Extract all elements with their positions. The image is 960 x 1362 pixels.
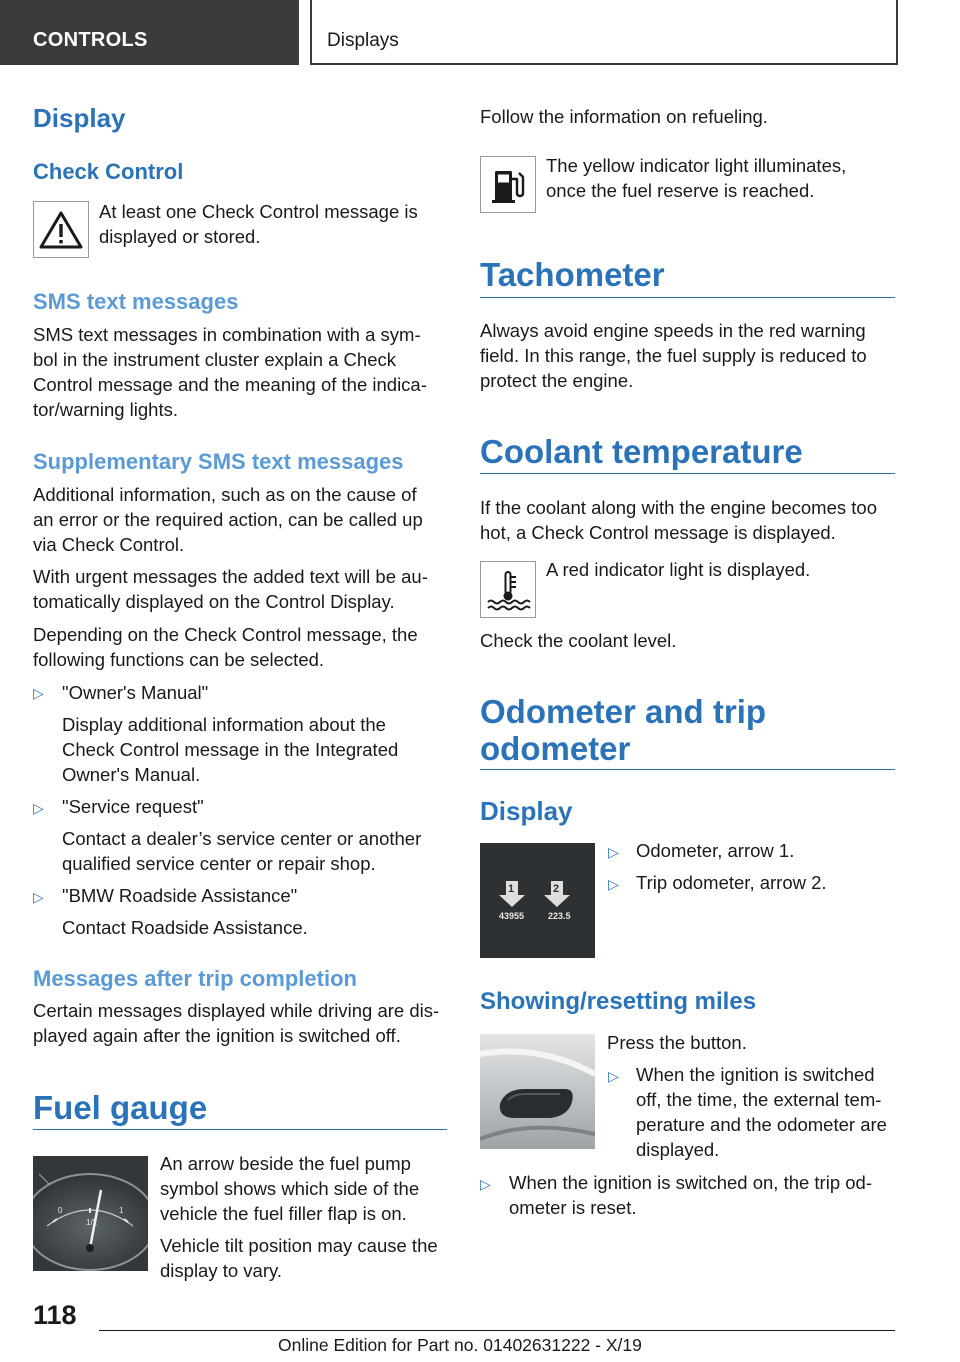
coolant-text: If the coolant along with the engine becomes too hot, a Check Control message is displayed. — [480, 497, 877, 543]
reset-heading: Showing/resetting miles — [480, 988, 757, 1015]
list-item: Trip odometer, arrow 2. — [636, 872, 827, 893]
refueling-text: Follow the information on refueling. — [480, 106, 768, 127]
triangle-bullet-icon: ▷ — [608, 844, 619, 860]
fuel-pump-icon — [480, 156, 536, 213]
section-tab — [0, 0, 299, 65]
coolant-light-text: A red indicator light is displayed. — [546, 559, 811, 580]
fuel-gauge-image — [33, 1156, 148, 1271]
trip-completion-text: Certain messages displayed while driving are dis‐ played again after the ignition is switched off. — [33, 1000, 440, 1046]
gauge-label-half: 1/2 — [86, 1218, 98, 1227]
odometer-heading: Odometer and trip odometer — [480, 693, 767, 767]
list-item: When the ignition is switched on, the trip od‐ ometer is reset. — [509, 1172, 872, 1218]
arrow-1-label: 1 — [508, 883, 515, 895]
trip-completion-heading: Messages after trip completion — [33, 966, 357, 991]
odometer-reading: 43955 — [499, 911, 525, 921]
sms-heading: SMS text messages — [33, 289, 239, 314]
triangle-bullet-icon: ▷ — [33, 889, 44, 905]
check-control-heading: Check Control — [33, 159, 184, 184]
trip-reading: 223.5 — [548, 911, 571, 921]
display-heading: Display — [33, 103, 126, 133]
footer-rule — [99, 1330, 895, 1331]
list-item: "BMW Roadside Assistance" Contact Roadside Assistance. — [62, 885, 308, 938]
triangle-bullet-icon: ▷ — [33, 685, 44, 701]
odometer-image — [480, 843, 595, 958]
list-item: "Owner's Manual" Display additional information about the Check Control message in the Integrated Owner's Manual. — [62, 682, 399, 785]
supplementary-text-3: Depending on the Check Control message, the following functions can be selected. — [33, 624, 418, 670]
press-button-text: Press the button. — [607, 1032, 747, 1053]
fuel-gauge-heading: Fuel gauge — [33, 1089, 208, 1126]
sms-text: SMS text messages in combination with a sym‐ bol in the instrument cluster explain a Check Control message and the meaning of the indica‐ tor/warning lights. — [33, 324, 427, 420]
page-number: 118 — [33, 1300, 77, 1330]
coolant-heading: Coolant temperature — [480, 433, 803, 470]
reset-button-image — [480, 1034, 595, 1149]
triangle-bullet-icon: ▷ — [608, 1068, 619, 1084]
chapter-title: Displays — [327, 30, 399, 51]
list-item: "Service request" Contact a dealer’s service center or another qualified service center or repair shop. — [62, 796, 422, 874]
footer-edition: Online Edition for Part no. 01402631222 - X/19 — [278, 1335, 642, 1355]
gauge-label-empty: 0 — [58, 1206, 63, 1215]
list-item: When the ignition is switched off, the time, the external tem‐ perature and the odometer are displayed. — [636, 1064, 887, 1160]
tachometer-text: Always avoid engine speeds in the red warning field. In this range, the fuel supply is reduced to protect the engine. — [480, 320, 867, 391]
supplementary-heading: Supplementary SMS text messages — [33, 449, 404, 474]
heading-rule — [480, 297, 895, 298]
supplementary-text-2: With urgent messages the added text will be au‐ tomatically displayed on the Control Display. — [33, 566, 428, 612]
fuel-gauge-text-1: An arrow beside the fuel pump symbol shows which side of the vehicle the fuel filler flap is on. — [160, 1153, 420, 1224]
triangle-bullet-icon: ▷ — [608, 876, 619, 892]
section-title: CONTROLS — [33, 29, 148, 51]
check-control-text: At least one Check Control message is displayed or stored. — [99, 201, 418, 247]
fuel-light-text: The yellow indicator light illuminates, once the fuel reserve is reached. — [546, 155, 847, 201]
heading-rule — [480, 473, 895, 474]
tachometer-heading: Tachometer — [480, 256, 665, 293]
arrow-2-label: 2 — [553, 883, 560, 895]
list-item: Odometer, arrow 1. — [636, 840, 795, 861]
supplementary-text-1: Additional information, such as on the cause of an error or the required action, can be called up via Check Control. — [33, 484, 423, 555]
warning-triangle-icon — [33, 201, 89, 258]
coolant-temperature-icon — [480, 561, 536, 618]
heading-rule — [33, 1129, 447, 1130]
heading-rule — [480, 769, 895, 770]
triangle-bullet-icon: ▷ — [480, 1176, 491, 1192]
odometer-display-heading: Display — [480, 796, 573, 826]
triangle-bullet-icon: ▷ — [33, 800, 44, 816]
gauge-label-full: 1 — [119, 1206, 124, 1215]
coolant-check-text: Check the coolant level. — [480, 630, 677, 651]
chapter-tab — [310, 0, 898, 65]
fuel-gauge-text-2: Vehicle tilt position may cause the display to vary. — [160, 1235, 438, 1281]
